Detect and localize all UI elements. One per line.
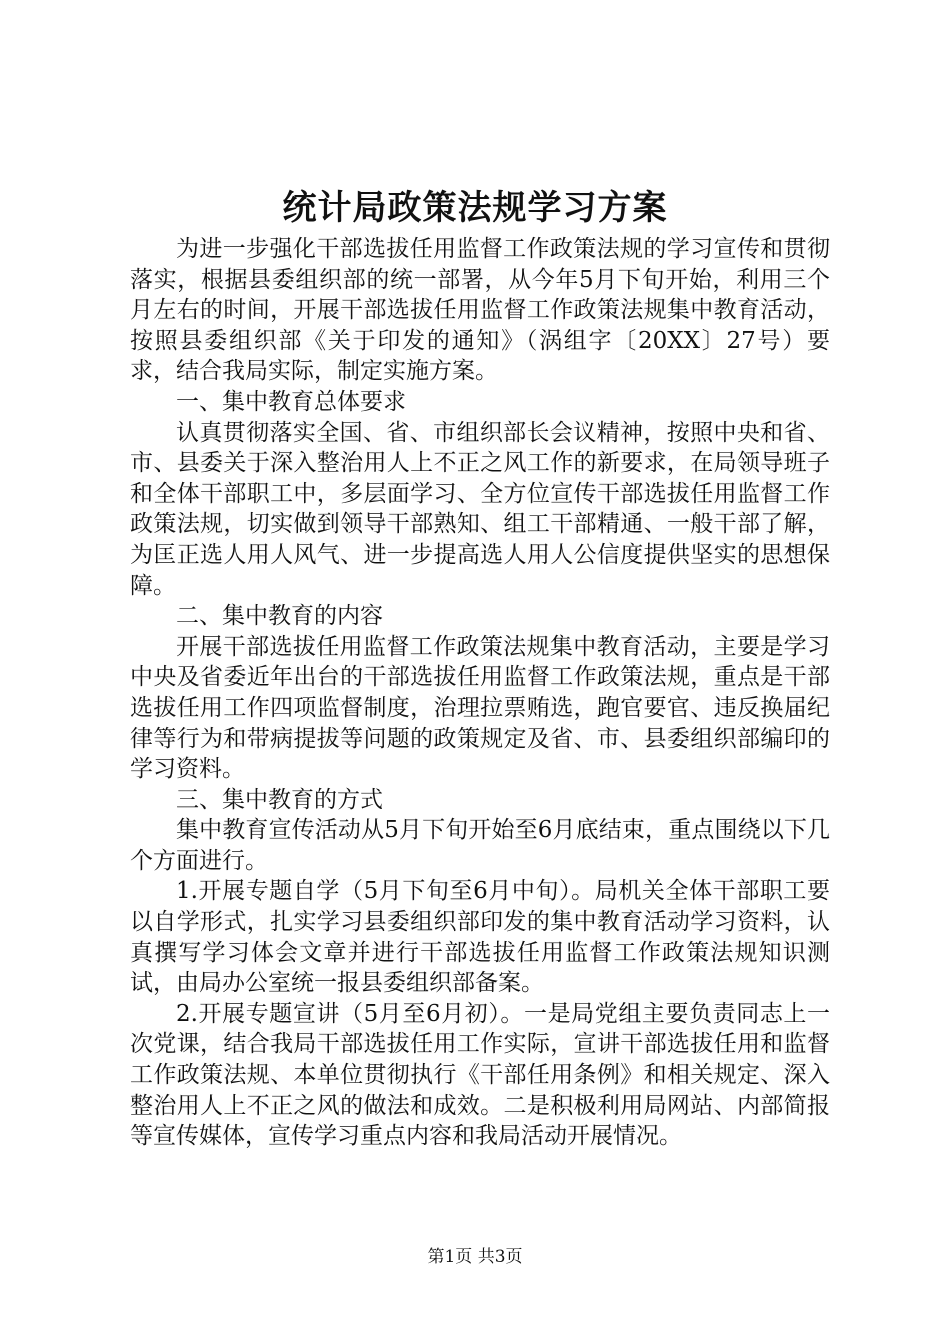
- paragraph-item-2: 2.开展专题宣讲（5月至6月初）。一是局党组主要负责同志上一次党课，结合我局干部选拔任用工作实际，宣讲干部选拔任用和监督工作政策法规、本单位贯彻执行《干部任用条例》和相关规定、深入整治用人上不正之风的做法和成效。二是积极利用局网站、内部简报等宣传媒体，宣传学习重点内容和我局活动开展情况。: [130, 1000, 830, 1150]
- section-heading-2: 二、集中教育的内容: [176, 603, 383, 630]
- paragraph-requirements: 认真贯彻落实全国、省、市组织部长会议精神，按照中央和省、市、县委关于深入整治用人上不正之风工作的新要求，在局领导班子和全体干部职工中，多层面学习、全方位宣传干部选拔任用监督工作政策法规，切实做到领导干部熟知、组工干部精通、一般干部了解，为匡正选人用人风气、进一步提高选人用人公信度提供坚实的思想保障。: [130, 419, 830, 599]
- paragraph-content: 开展干部选拔任用监督工作政策法规集中教育活动，主要是学习中央及省委近年出台的干部选拔任用监督工作政策法规，重点是干部选拔任用工作四项监督制度，治理拉票贿选，跑官要官、违反换届纪律等行为和带病提拔等问题的政策规定及省、市、县委组织部编印的学习资料。: [130, 633, 830, 783]
- page-number-footer: 第1页 共3页: [427, 1247, 523, 1267]
- document-body: [130, 234, 830, 1152]
- section-heading-3: 三、集中教育的方式: [176, 786, 383, 813]
- document-title: 统计局政策法规学习方案: [282, 188, 668, 228]
- paragraph-method: 集中教育宣传活动从5月下旬开始至6月底结束，重点围绕以下几个方面进行。: [130, 817, 830, 874]
- section-heading-1: 一、集中教育总体要求: [176, 388, 406, 415]
- paragraph-item-1: 1.开展专题自学（5月下旬至6月中旬）。局机关全体干部职工要以自学形式，扎实学习县委组织部印发的集中教育活动学习资料，认真撰写学习体会文章并进行干部选拔任用监督工作政策法规知识测试，由局办公室统一报县委组织部备案。: [130, 878, 830, 997]
- paragraph-intro: 为进一步强化干部选拔任用监督工作政策法规的学习宣传和贯彻落实，根据县委组织部的统一部署，从今年5月下旬开始，利用三个月左右的时间，开展干部选拔任用监督工作政策法规集中教育活动，按照县委组织部《关于印发的通知》（涡组字〔20XX〕27号）要求，结合我局实际，制定实施方案。: [130, 236, 831, 385]
